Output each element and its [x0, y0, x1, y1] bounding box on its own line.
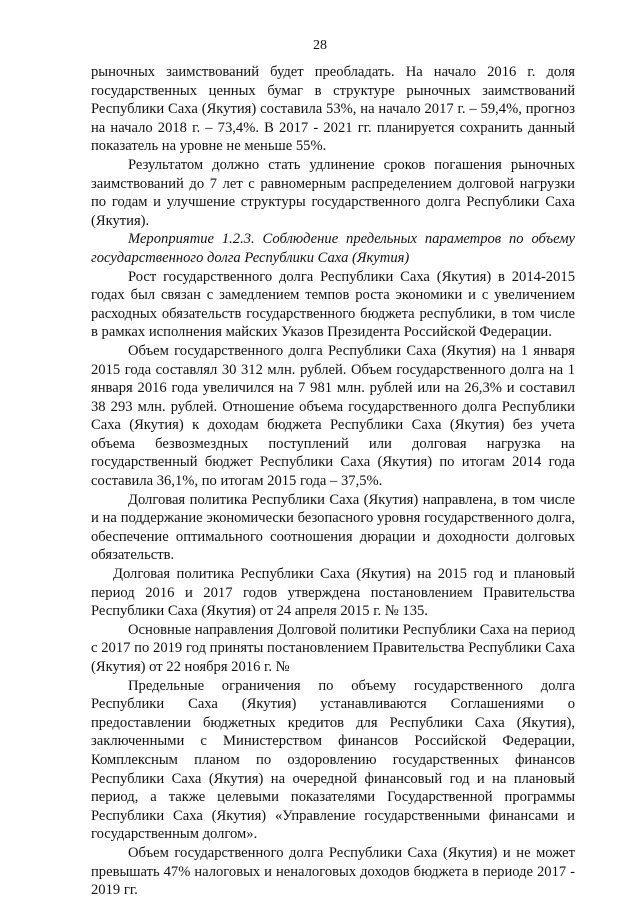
- document-body: [91, 63, 575, 900]
- paragraph-5: Долговая политика Республики Саха (Якутия) направлена, в том числе и на поддержание экономически безопасного уровня государственного долга, обеспечение оптимального соотношения дюрации и доходности долговых обязательств.: [91, 491, 575, 564]
- paragraph-8: Предельные ограничения по объему государственного долга Республики Саха (Якутия) устанавливаются Соглашениями о предоставлении бюджетных кредитов для Республики Саха (Якутия), заключенными с Министерством финансов Российской Федерации, Комплексным планом по оздоровлению государственных финансов Республики Саха (Якутия) на очередной финансовый год и на плановый период, а также целевыми показателями Государственной программы Республики Саха (Якутия) «Управление государственными финансами и государственным долгом».: [91, 677, 575, 843]
- page-number: 28: [313, 38, 327, 53]
- paragraph-7: Основные направления Долговой политики Республики Саха на период с 2017 по 2019 год приняты постановлением Правительства Республики Саха (Якутия) от 22 ноября 2016 г. №: [91, 621, 575, 675]
- paragraph-2: Результатом должно стать удлинение сроков погашения рыночных заимствований до 7 лет с равномерным распределением долговой нагрузки по годам и улучшение структуры государственного долга Республики Саха (Якутия).: [91, 156, 575, 229]
- paragraph-3: Рост государственного долга Республики Саха (Якутия) в 2014-2015 годах был связан с замедлением темпов роста экономики и с увеличением расходных обязательств государственного бюджета республики, в том числе в рамках исполнения майских Указов Президента Российской Федерации.: [91, 268, 575, 341]
- paragraph-1: рыночных заимствований будет преобладать. На начало 2016 г. доля государственных ценных бумаг в структуре рыночных заимствований Республики Саха (Якутия) составила 53%, на начало 2017 г. – 59,4%, прогноз на начало 2018 г. – 73,4%. В 2017 - 2021 гг. планируется сохранить данный показатель на уровне не меньше 55%.: [91, 64, 575, 155]
- paragraph-6: Долговая политика Республики Саха (Якутия) на 2015 год и плановый период 2016 и 2017 годов утверждена постановлением Правительства Республики Саха (Якутия) от 24 апреля 2015 г. № 135.: [91, 566, 575, 620]
- paragraph-4: Объем государственного долга Республики Саха (Якутия) на 1 января 2015 года составлял 30 312 млн. рублей. Объем государственного долга на 1 января 2016 года увеличился на 7 981 млн. рублей или на 26,3% и составил 38 293 млн. рублей. Отношение объема государственного долга Республики Саха (Якутия) к доходам бюджета Республики Саха (Якутия) без учета объема безвозмездных поступлений или долговая нагрузка на государственный бюджет Республики Саха (Якутия) по итогам 2014 года составила 36,1%, по итогам 2015 года – 37,5%.: [91, 342, 575, 490]
- measure-heading: Мероприятие 1.2.3. Соблюдение предельных параметров по объему государственного долга Республики Саха (Якутия): [91, 231, 575, 266]
- paragraph-9: Объем государственного долга Республики Саха (Якутия) и не может превышать 47% налоговых и неналоговых доходов бюджета в периоде 2017 - 2019 гг.: [91, 844, 575, 899]
